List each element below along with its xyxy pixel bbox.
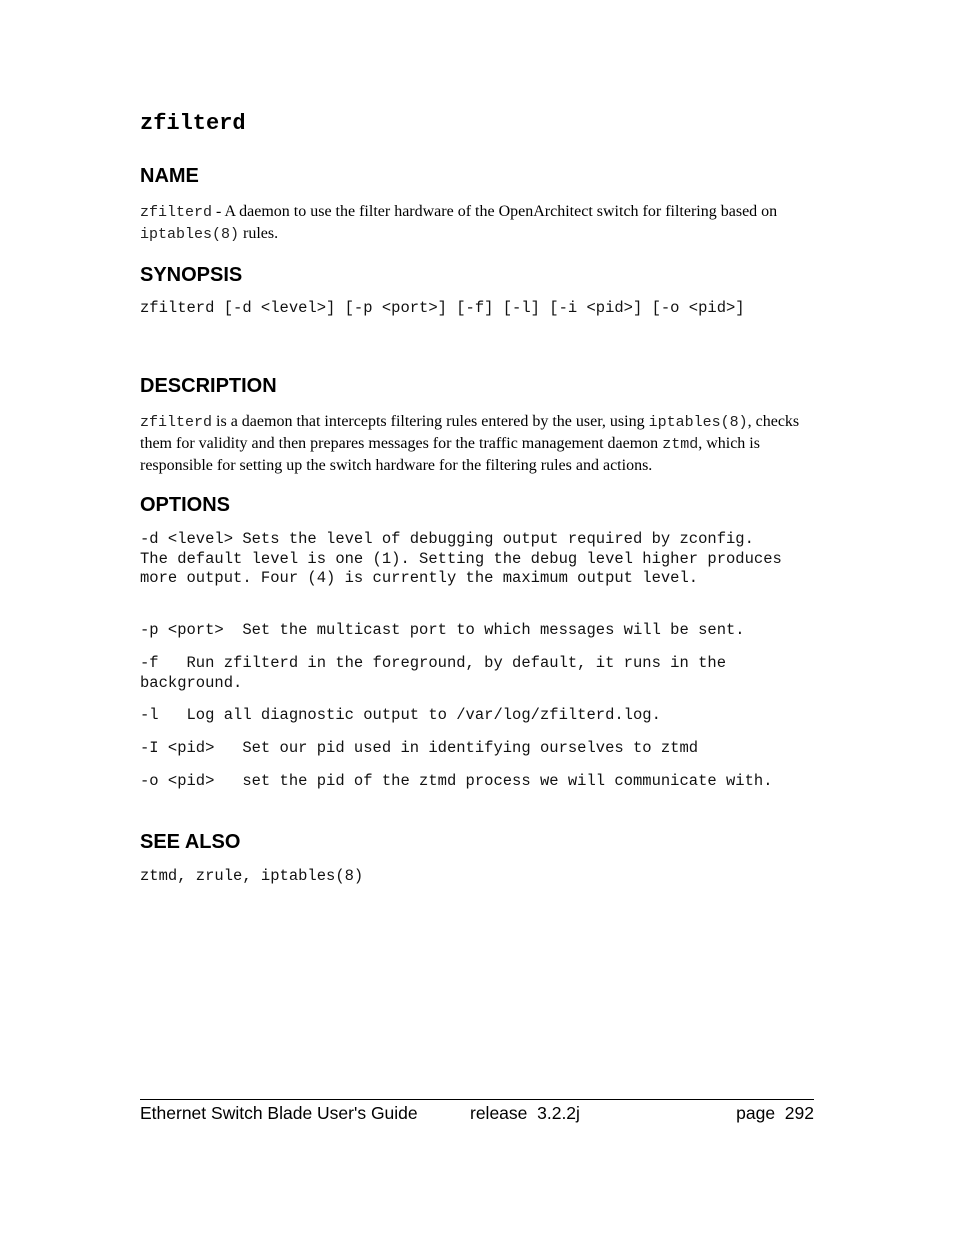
footer-page-number: page 292 <box>736 1103 814 1123</box>
option-item: -l Log all diagnostic output to /var/log/zfilterd.log. <box>140 706 661 724</box>
page-title: zfilterd <box>140 111 246 136</box>
description-reference: iptables(8) <box>648 414 748 431</box>
description-text: is a daemon that intercepts filtering rules entered by the user, using <box>212 413 649 430</box>
synopsis-heading: SYNOPSIS <box>140 264 243 286</box>
description-heading: DESCRIPTION <box>140 375 277 397</box>
options-heading: OPTIONS <box>140 494 231 516</box>
page-footer <box>140 1099 814 1123</box>
name-command: zfilterd <box>140 204 213 221</box>
option-item: -p <port> Set the multicast port to which messages will be sent. <box>140 621 745 639</box>
name-reference: iptables(8) <box>140 226 240 243</box>
description-daemon: ztmd <box>662 436 699 453</box>
see-also-heading: SEE ALSO <box>140 831 241 853</box>
name-paragraph <box>140 201 814 245</box>
name-heading: NAME <box>140 165 199 187</box>
footer-release: release 3.2.2j <box>470 1103 580 1123</box>
description-text-2: , checks them for validity and then prepares messages for the traffic management daemon <box>140 413 800 452</box>
footer-guide-title: Ethernet Switch Blade User's Guide <box>140 1103 418 1123</box>
synopsis-line: zfilterd [-d <level>] [-p <port>] [-f] [-l] [-i <pid>] [-o <pid>] <box>140 299 745 317</box>
name-text: - A daemon to use the filter hardware of the OpenArchitect switch for filtering based on <box>212 203 778 220</box>
description-text-3: , which is responsible for setting up the switch hardware for the filtering rules and actions. <box>140 435 760 474</box>
option-item: -d <level> Sets the level of debugging output required by zconfig. The default level is one (1). Setting the debug level higher produces more output. Four (4) is currently the maximum output level. <box>140 530 792 587</box>
option-item: -I <pid> Set our pid used in identifying ourselves to ztmd <box>140 739 699 757</box>
description-command: zfilterd <box>140 414 213 431</box>
description-paragraph <box>140 411 814 476</box>
option-item: -f Run zfilterd in the foreground, by default, it runs in the background. <box>140 654 736 692</box>
option-item: -o <pid> set the pid of the ztmd process we will communicate with. <box>140 772 773 790</box>
name-text-end: rules. <box>239 225 279 242</box>
see-also-line: ztmd, zrule, iptables(8) <box>140 867 364 885</box>
